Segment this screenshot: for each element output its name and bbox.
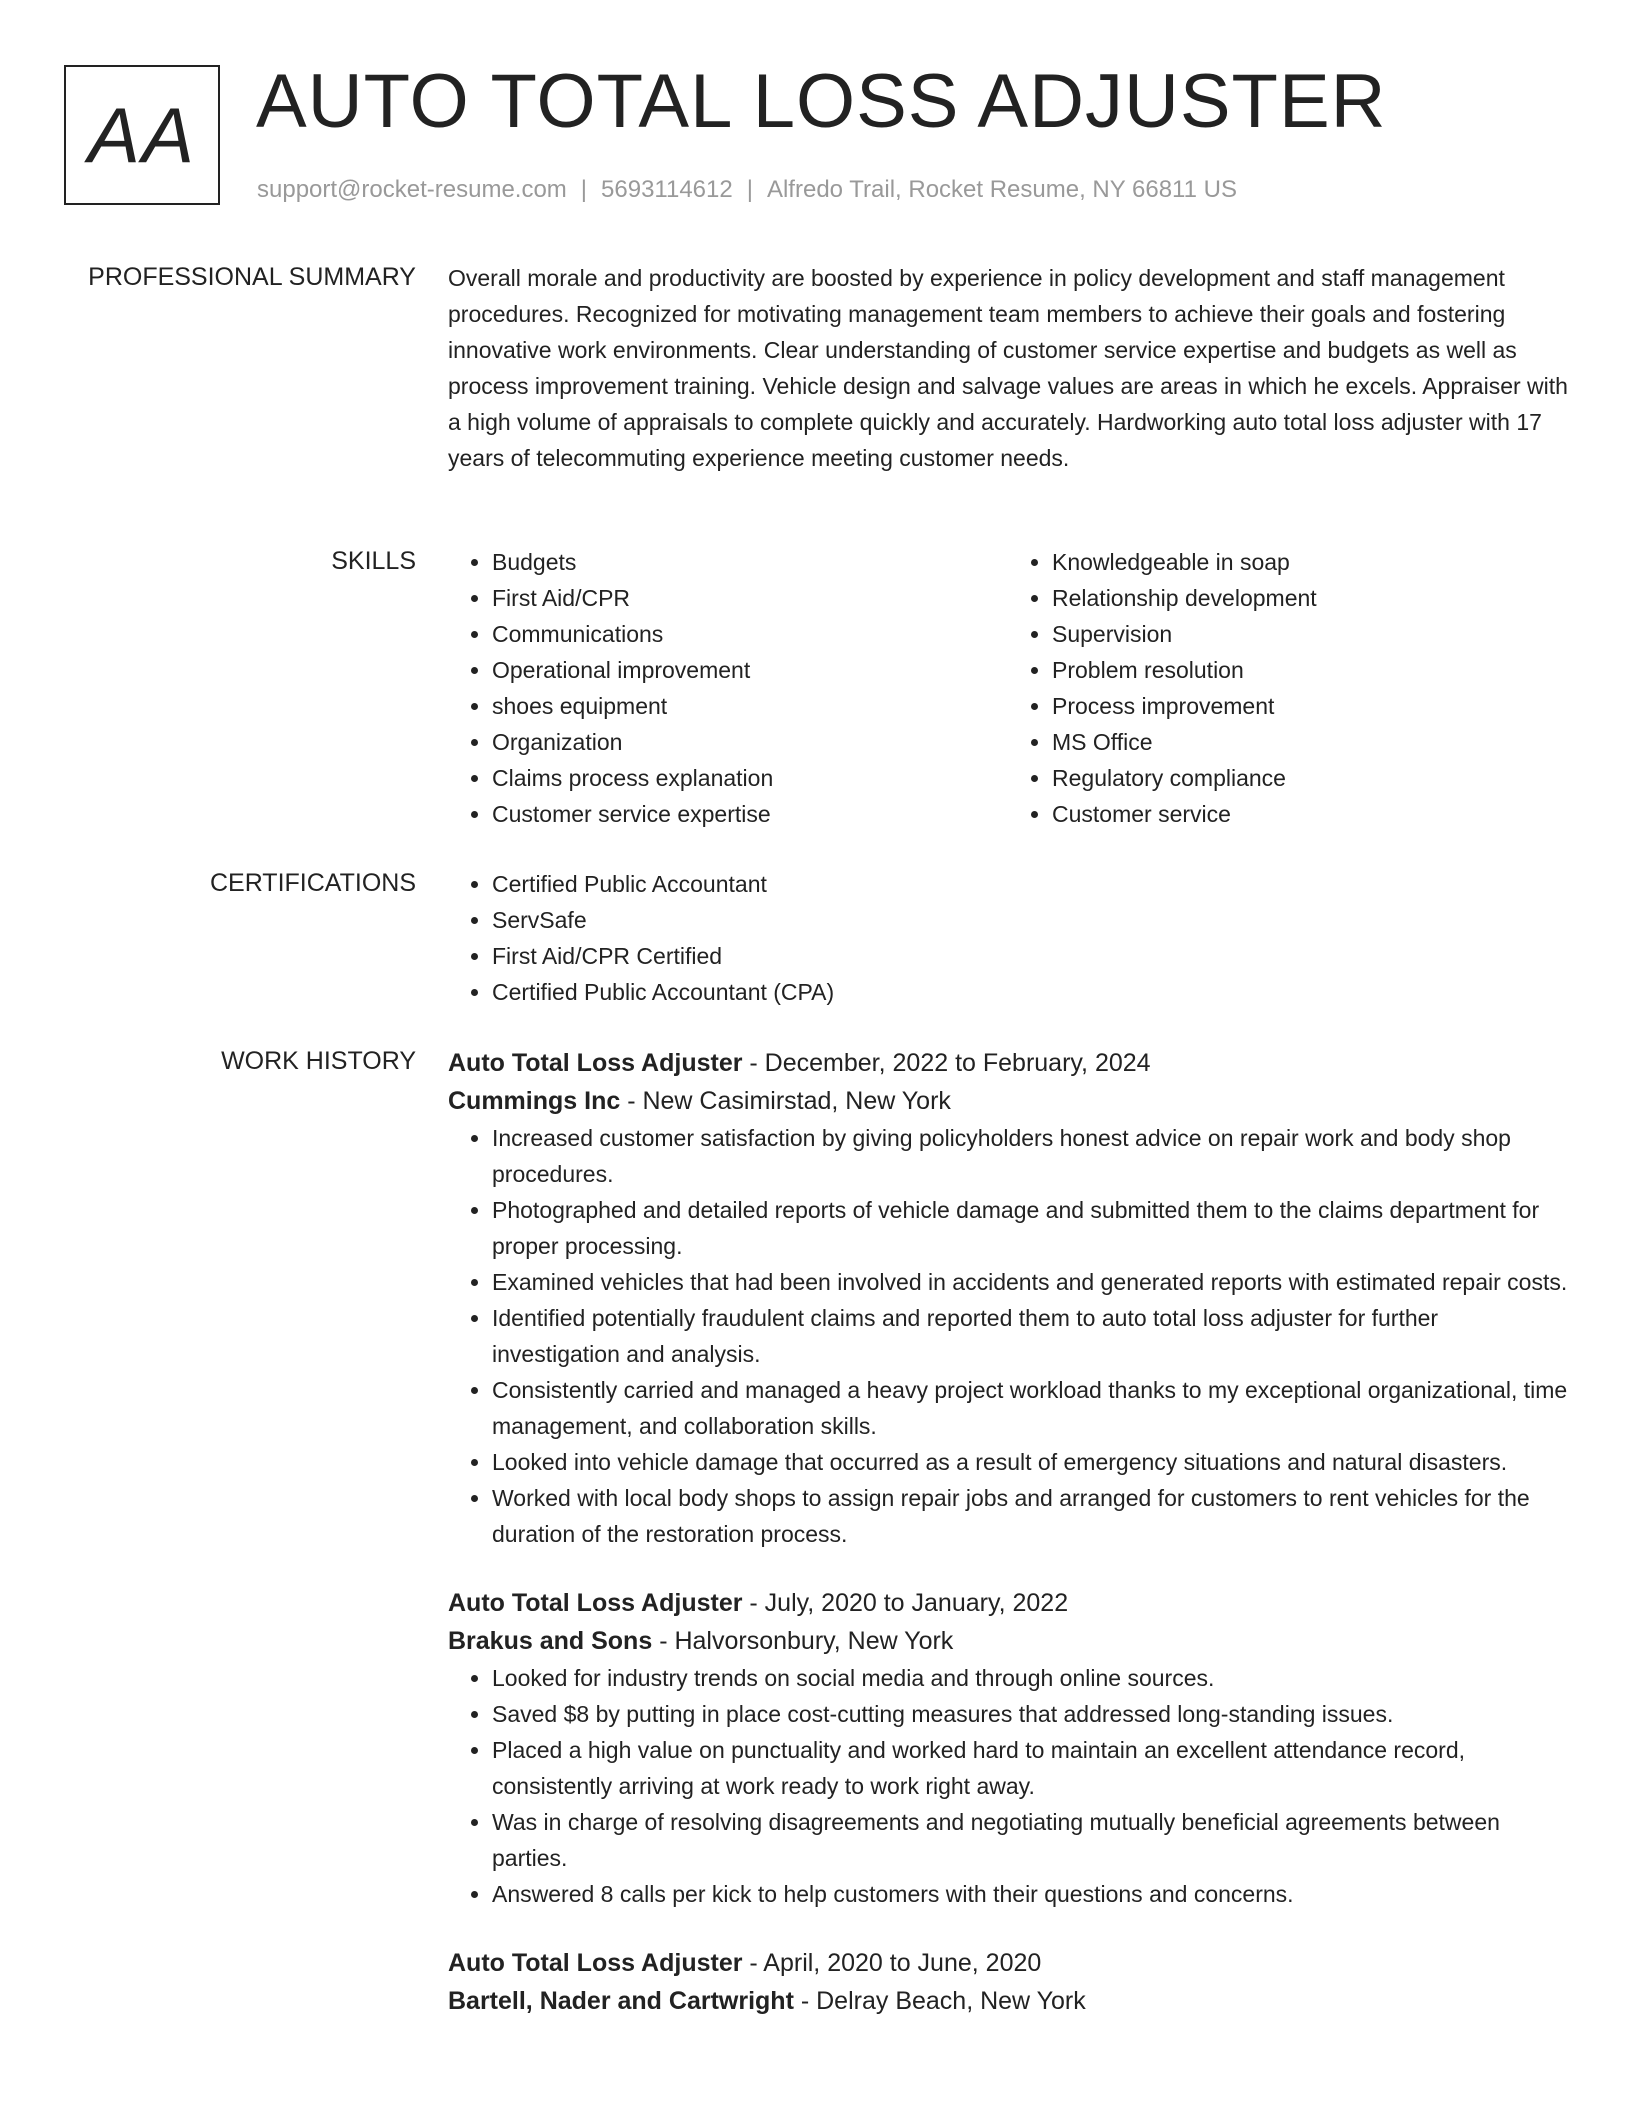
contact-phone[interactable]: 5693114612 — [601, 176, 733, 203]
skills-heading: SKILLS — [331, 547, 416, 575]
job-bullet: • Examined vehicles that had been involved in accidents and generated reports with estimated repair costs. — [492, 1264, 1568, 1300]
job-role: Auto Total Loss Adjuster — [448, 1949, 743, 1977]
job-entry — [448, 1944, 1568, 2020]
contact-email[interactable]: support@rocket-resume.com — [257, 176, 567, 203]
job-role: Auto Total Loss Adjuster — [448, 1589, 743, 1617]
certifications-body — [448, 866, 1568, 1010]
skills-body — [448, 544, 1568, 832]
skills-list-left — [448, 544, 1008, 832]
work-history-heading: WORK HISTORY — [221, 1047, 416, 1075]
job-company: Cummings Inc — [448, 1087, 621, 1115]
contact-address: Alfredo Trail, Rocket Resume, NY 66811 US — [766, 176, 1237, 203]
job-dates: - December, 2022 to February, 2024 — [749, 1049, 1151, 1077]
certifications-list — [448, 866, 1568, 1010]
job-company: Bartell, Nader and Cartwright — [448, 1987, 794, 2015]
job-dates: - April, 2020 to June, 2020 — [749, 1949, 1042, 1977]
skill-item: • Regulatory compliance — [1052, 760, 1568, 796]
summary-heading: PROFESSIONAL SUMMARY — [88, 263, 416, 291]
skills-list-right — [1008, 544, 1568, 832]
job-entry — [448, 1044, 1568, 1552]
job-location: - Halvorsonbury, New York — [659, 1627, 954, 1655]
skill-item: • Customer service — [1052, 796, 1568, 832]
job-role-line — [448, 1944, 1568, 1982]
job-role-line — [448, 1044, 1568, 1082]
job-bullet: • Identified potentially fraudulent claims and reported them to auto total loss adjuster for further investigation and analysis. — [492, 1300, 1568, 1372]
contact-separator: | — [746, 176, 753, 203]
job-location: - Delray Beach, New York — [800, 1987, 1086, 2015]
skill-item: • Organization — [492, 724, 1008, 760]
skill-item: • First Aid/CPR — [492, 580, 1008, 616]
certifications-heading: CERTIFICATIONS — [209, 869, 416, 897]
summary-text: Overall morale and productivity are boosted by experience in policy development and staff management procedures. Recognized for motivating management team members to achieve their goals and fostering innovative work environments. Clear understanding of customer service expertise and budgets as well as process improvement training. Vehicle design and salvage values are areas in which he excels. Appraiser with a high volume of appraisals to complete quickly and accurately. Hardworking auto total loss adjuster with 17 years of telecommuting experience meeting customer needs. — [448, 265, 1568, 471]
skill-item: • MS Office — [1052, 724, 1568, 760]
skill-item: • Process improvement — [1052, 688, 1568, 724]
job-bullets — [448, 1660, 1568, 1912]
skill-item: • Claims process explanation — [492, 760, 1008, 796]
work-history-body — [448, 1044, 1568, 2020]
job-bullet: • Looked into vehicle damage that occurred as a result of emergency situations and natural disasters. — [492, 1444, 1568, 1480]
skill-item: • shoes equipment — [492, 688, 1008, 724]
job-bullet: • Was in charge of resolving disagreements and negotiating mutually beneficial agreements between parties. — [492, 1804, 1568, 1876]
certification-item: • First Aid/CPR Certified — [492, 938, 1568, 974]
skill-item: • Relationship development — [1052, 580, 1568, 616]
job-bullets — [448, 1120, 1568, 1552]
skill-item: • Customer service expertise — [492, 796, 1008, 832]
job-role: Auto Total Loss Adjuster — [448, 1049, 743, 1077]
skill-item: • Communications — [492, 616, 1008, 652]
job-bullet: • Increased customer satisfaction by giving policyholders honest advice on repair work and body shop procedures. — [492, 1120, 1568, 1192]
skill-item: • Operational improvement — [492, 652, 1008, 688]
job-company-line — [448, 1982, 1568, 2020]
job-bullet: • Answered 8 calls per kick to help customers with their questions and concerns. — [492, 1876, 1568, 1912]
skill-item: • Budgets — [492, 544, 1008, 580]
contact-separator: | — [580, 176, 588, 203]
job-role-line — [448, 1584, 1568, 1622]
job-company: Brakus and Sons — [448, 1627, 653, 1655]
job-bullet: • Looked for industry trends on social media and through online sources. — [492, 1660, 1568, 1696]
job-bullet: • Worked with local body shops to assign repair jobs and arranged for customers to rent vehicles for the duration of the restoration process. — [492, 1480, 1568, 1552]
contact-line — [257, 174, 1237, 206]
job-company-line — [448, 1622, 1568, 1660]
certification-item: • Certified Public Accountant (CPA) — [492, 974, 1568, 1010]
job-entry — [448, 1584, 1568, 1912]
skill-item: • Problem resolution — [1052, 652, 1568, 688]
summary-body — [448, 260, 1568, 476]
monogram-logo: AA — [64, 65, 220, 205]
skill-item: • Knowledgeable in soap — [1052, 544, 1568, 580]
job-location: - New Casimirstad, New York — [627, 1087, 951, 1115]
skill-item: • Supervision — [1052, 616, 1568, 652]
job-bullet: • Consistently carried and managed a heavy project workload thanks to my exceptional organizational, time management, and collaboration skills. — [492, 1372, 1568, 1444]
job-bullet: • Saved $8 by putting in place cost-cutting measures that addressed long-standing issues. — [492, 1696, 1568, 1732]
job-dates: - July, 2020 to January, 2022 — [749, 1589, 1069, 1617]
job-bullet: • Photographed and detailed reports of vehicle damage and submitted them to the claims department for proper processing. — [492, 1192, 1568, 1264]
job-bullet: • Placed a high value on punctuality and worked hard to maintain an excellent attendance record, consistently arriving at work ready to work right away. — [492, 1732, 1568, 1804]
certification-item: • ServSafe — [492, 902, 1568, 938]
certification-item: • Certified Public Accountant — [492, 866, 1568, 902]
job-company-line — [448, 1082, 1568, 1120]
resume-title: AUTO TOTAL LOSS ADJUSTER — [256, 59, 1387, 144]
